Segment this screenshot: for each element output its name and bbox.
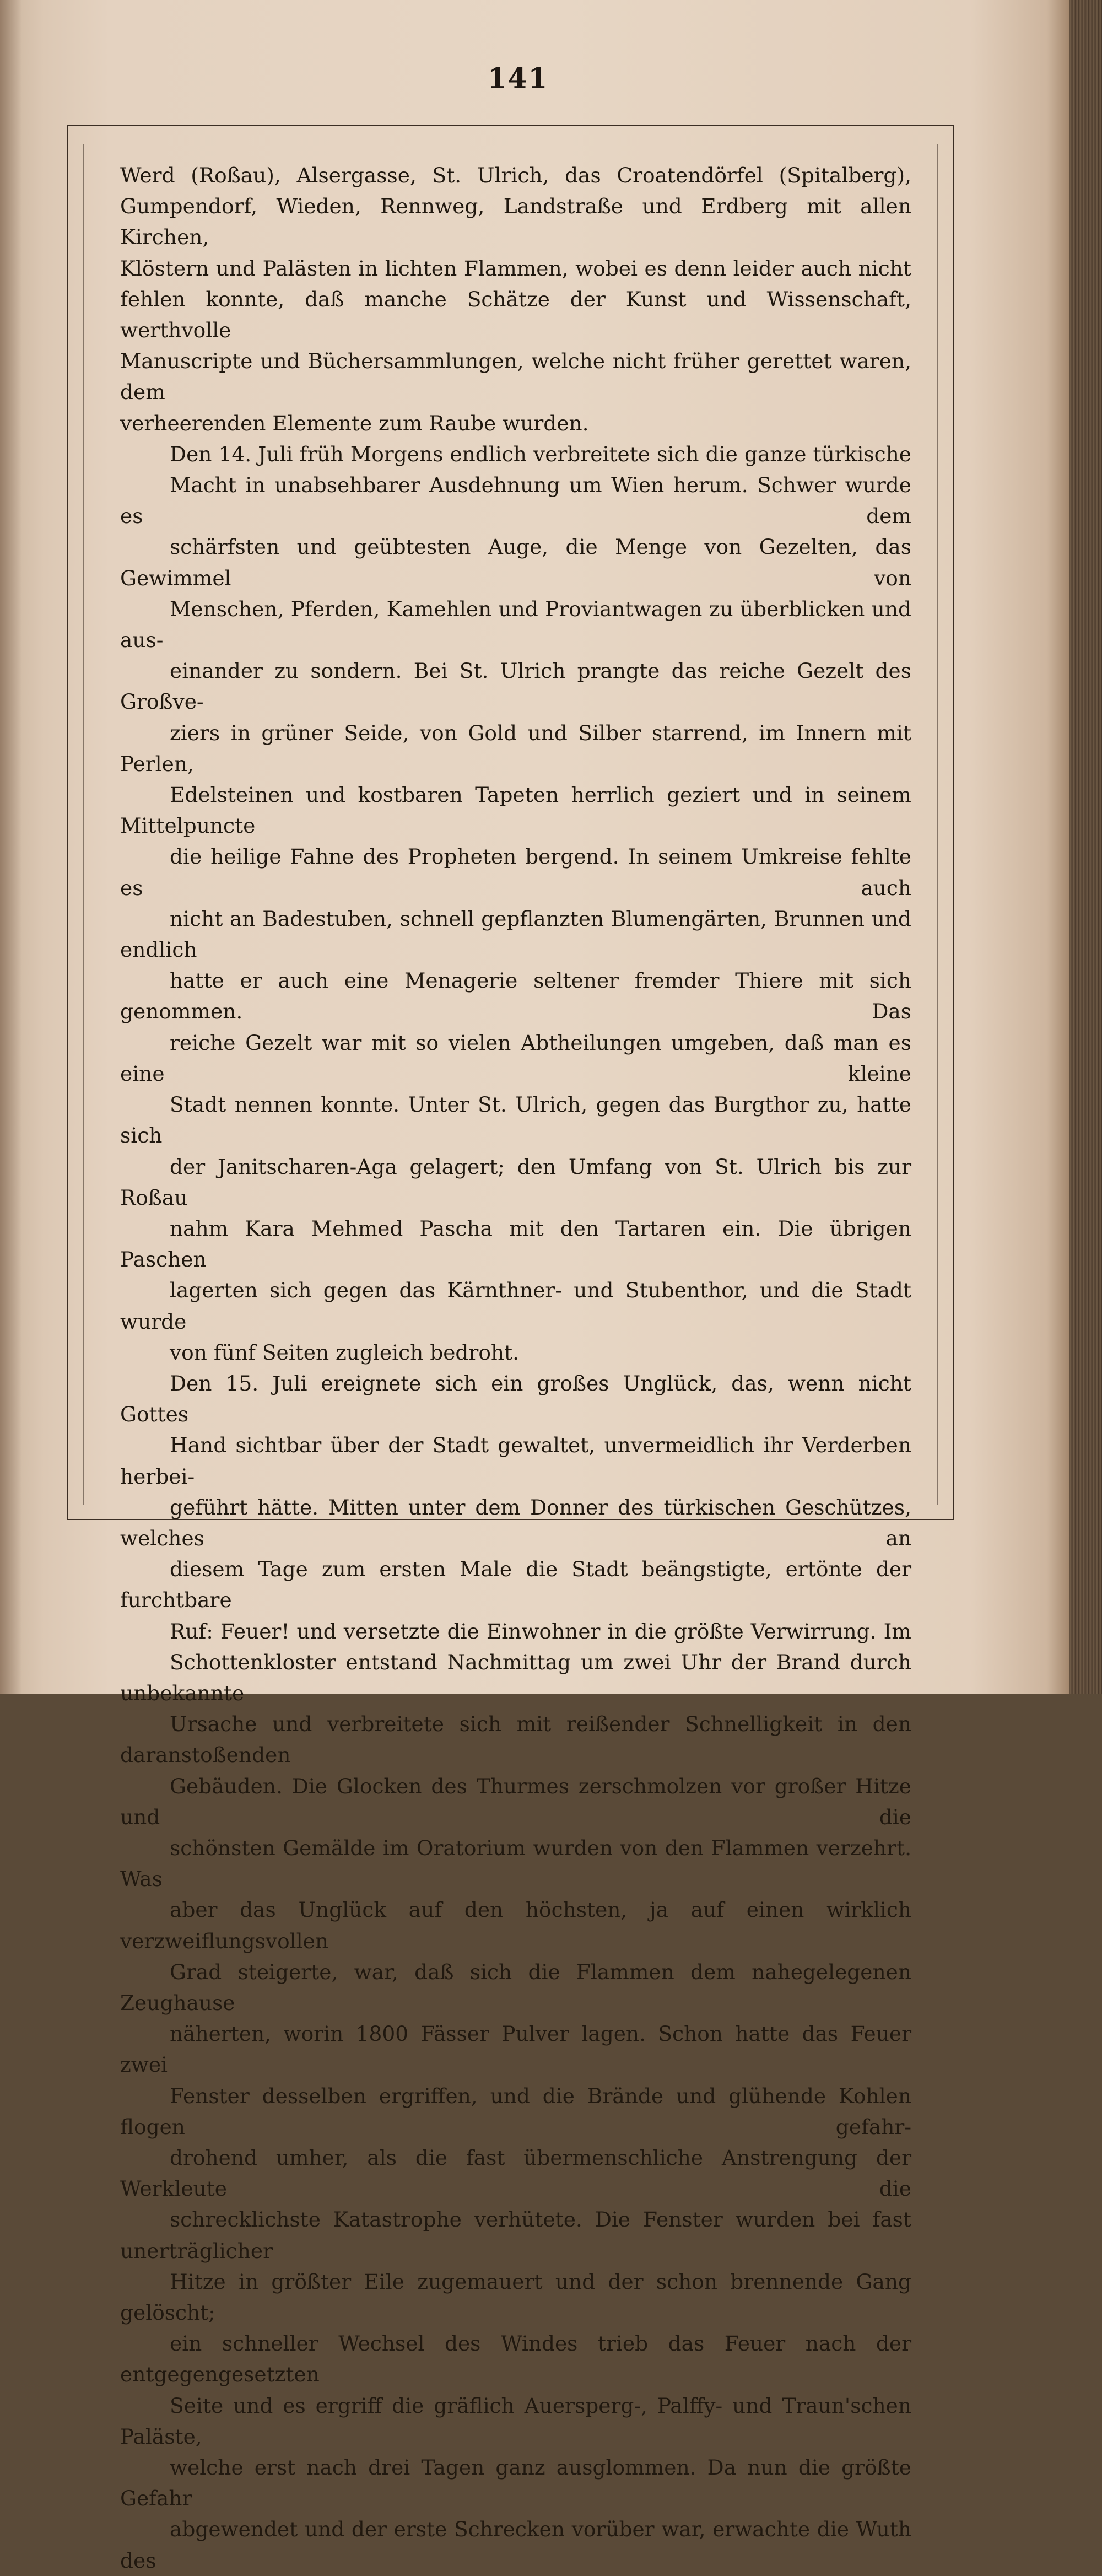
text-line: einander zu sondern. Bei St. Ulrich prangte das reiche Gezelt des Großve-	[120, 659, 911, 714]
text-line: Manuscripte und Büchersammlungen, welche nicht früher gerettet waren, dem	[120, 349, 911, 405]
text-line: hatte er auch eine Menagerie seltener fremder Thiere mit sich genommen. Das	[120, 968, 911, 1024]
text-line: Gebäuden. Die Glocken des Thurmes zerschmolzen vor großer Hitze und die	[120, 1774, 911, 1829]
text-line: Schottenkloster entstand Nachmittag um zwei Uhr der Brand durch unbekannte	[120, 1650, 911, 1705]
text-line: Den 14. Juli früh Morgens endlich verbreitete sich die ganze türkische	[170, 441, 911, 466]
text-line: Seite und es ergriff die gräflich Auersperg-, Palffy- und Traun'schen Paläste,	[120, 2393, 911, 2449]
text-line: von fünf Seiten zugleich bedroht.	[170, 1340, 520, 1365]
text-line: nahm Kara Mehmed Pascha mit den Tartaren ein. Die übrigen Paschen	[120, 1216, 911, 1272]
text-line: schärfsten und geübtesten Auge, die Menge von Gezelten, das Gewimmel von	[120, 535, 911, 590]
text-line: schönsten Gemälde im Oratorium wurden von den Flammen verzehrt. Was	[120, 1835, 911, 1891]
text-line: nicht an Badestuben, schnell gepflanzten Blumengärten, Brunnen und endlich	[120, 906, 911, 962]
text-line: ein schneller Wechsel des Windes trieb das Feuer nach der entgegengesetzten	[120, 2331, 911, 2387]
body-text	[120, 160, 911, 2576]
text-line: Hitze in größter Eile zugemauert und der schon brennende Gang gelöscht;	[120, 2269, 911, 2325]
text-line: die heilige Fahne des Propheten bergend. In seinem Umkreise fehlte es auch	[120, 844, 911, 900]
text-line: Edelsteinen und kostbaren Tapeten herrlich geziert und in seinem Mittelpuncte	[120, 783, 911, 838]
text-line: Gumpendorf, Wieden, Rennweg, Landstraße und Erdberg mit allen Kirchen,	[120, 194, 911, 250]
text-line: Hand sichtbar über der Stadt gewaltet, unvermeidlich ihr Verderben herbei-	[120, 1433, 911, 1489]
text-line: Stadt nennen konnte. Unter St. Ulrich, gegen das Burgthor zu, hatte sich	[120, 1092, 911, 1148]
text-line: der Janitscharen-Aga gelagert; den Umfang von St. Ulrich bis zur Roßau	[120, 1154, 911, 1210]
text-line: Grad steigerte, war, daß sich die Flammen dem nahegelegenen Zeughause	[120, 1959, 911, 2015]
text-line: fehlen konnte, daß manche Schätze der Kunst und Wissenschaft, werthvolle	[120, 287, 911, 343]
text-line: Ruf: Feuer! und versetzte die Einwohner in die größte Verwirrung. Im	[170, 1619, 911, 1643]
text-line: verheerenden Elemente zum Raube wurden.	[120, 411, 589, 435]
text-line: geführt hätte. Mitten unter dem Donner des türkischen Geschützes, welches an	[120, 1495, 911, 1550]
text-line: Werd (Roßau), Alsergasse, St. Ulrich, das Croatendörfel (Spitalberg),	[120, 163, 911, 187]
text-line: Menschen, Pferden, Kamehlen und Proviantwagen zu überblicken und aus-	[120, 596, 911, 653]
text-line: schrecklichste Katastrophe verhütete. Die Fenster wurden bei fast unerträglicher	[120, 2207, 911, 2263]
text-line: abgewendet und der erste Schrecken vorüber war, erwachte die Wuth des	[120, 2517, 911, 2573]
text-line: Ursache und verbreitete sich mit reißender Schnelligkeit in den daranstoßenden	[120, 1712, 911, 1767]
paragraph	[120, 160, 911, 439]
text-line: Den 15. Juli ereignete sich ein großes Unglück, das, wenn nicht Gottes	[120, 1371, 911, 1427]
page-edge	[1069, 0, 1102, 1694]
page-number: 141	[487, 62, 549, 94]
text-line: lagerten sich gegen das Kärnthner- und Stubenthor, und die Stadt wurde	[120, 1278, 911, 1334]
text-line: Fenster desselben ergriffen, und die Brände und glühende Kohlen flogen gefahr-	[120, 2083, 911, 2139]
gutter-shadow	[0, 0, 22, 1694]
text-line: näherten, worin 1800 Fässer Pulver lagen. Schon hatte das Feuer zwei	[120, 2022, 911, 2077]
text-line: Klöstern und Palästen in lichten Flammen, wobei es denn leider auch nicht	[120, 256, 911, 281]
text-line: Macht in unabsehbarer Ausdehnung um Wien herum. Schwer wurde es dem	[120, 473, 911, 529]
paragraph	[120, 439, 911, 1368]
text-line: aber das Unglück auf den höchsten, ja auf einen wirklich verzweiflungsvollen	[120, 1898, 911, 1953]
paragraph	[120, 1368, 911, 2576]
text-line: welche erst nach drei Tagen ganz ausglommen. Da nun die größte Gefahr	[120, 2455, 911, 2511]
text-line: diesem Tage zum ersten Male die Stadt beängstigte, ertönte der furchtbare	[120, 1557, 911, 1613]
text-line: ziers in grüner Seide, von Gold und Silber starrend, im Innern mit Perlen,	[120, 720, 911, 776]
text-line: reiche Gezelt war mit so vielen Abtheilungen umgeben, daß man es eine kleine	[120, 1030, 911, 1086]
text-line: drohend umher, als die fast übermenschliche Anstrengung der Werkleute die	[120, 2146, 911, 2201]
